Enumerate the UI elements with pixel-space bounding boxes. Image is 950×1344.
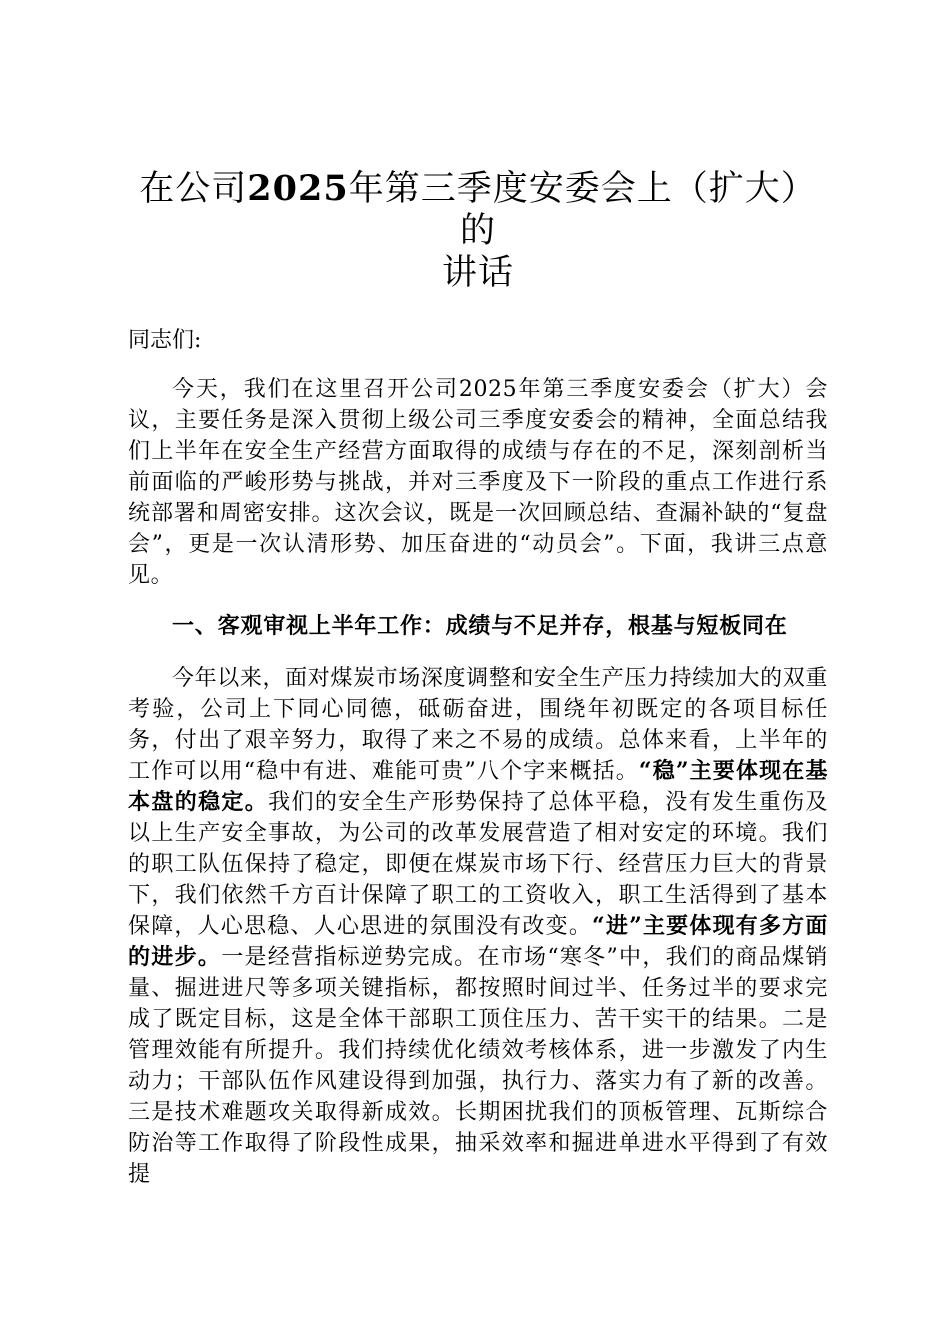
body-emphasis-2: “进”主要体现有多方面的进步。 [128, 913, 828, 970]
document-page [128, 168, 828, 1210]
title-prefix: 在公司 [139, 169, 248, 209]
greeting: 同志们: [128, 328, 202, 353]
title-suffix: 年第三季度安委会上（扩大）的 [348, 169, 817, 251]
body-emphasis-1: “稳”主要体现在基本盘的稳定。 [128, 758, 828, 815]
body-text-2: 我们的安全生产形势保持了总体平稳，没有发生重伤及以上生产安全事故，为公司的改革发展营造了相对安定的环境。我们的职工队伍保持了稳定，即便在煤炭市场下行、经营压力巨大的背景下，我们依然千方百计保障了职工的工资收入，职工生活得到了基本保障，人心思稳、人心思进的氛围没有改变。 [128, 790, 828, 939]
title-year: 2025 [247, 168, 349, 209]
body-text-1: 今年以来，面对煤炭市场深度调整和安全生产压力持续加大的双重考验，公司上下同心同德，砥砺奋进，围绕年初既定的各项目标任务，付出了艰辛努力，取得了来之不易的成绩。总体来看，上半年的工作可以用“稳中有进、难能可贵”八个字来概括。 [128, 666, 828, 784]
intro-paragraph: 今天，我们在这里召开公司2025年第三季度安委会（扩大）会议，主要任务是深入贯彻上级公司三季度安委会的精神，全面总结我们上半年在安全生产经营方面取得的成绩与存在的不足，深刻剖析当前面临的严峻形势与挑战，并对三季度及下一阶段的重点工作进行系统部署和周密安排。这次会议，既是一次回顾总结、查漏补缺的“复盘会”，更是一次认清形势、加压奋进的“动员会”。下面，我讲三点意见。 [128, 377, 828, 588]
body-text-3: 一是经营指标逆势完成。在市场“寒冬”中，我们的商品煤销量、掘进进尺等多项关键指标，都按照时间过半、任务过半的要求完成了既定目标，这是全体干部职工顶住压力、苦干实干的结果。二是管理效能有所提升。我们持续优化绩效考核体系，进一步激发了内生动力；干部队伍作风建设得到加强，执行力、落实力有了新的改善。三是技术难题攻关取得新成效。长期困扰我们的顶板管理、瓦斯综合防治等工作取得了阶段性成果，抽采效率和掘进单进水平得到了有效提 [128, 945, 828, 1187]
body-paragraph [128, 663, 828, 1190]
document-title [128, 168, 828, 294]
section-heading-1: 一、客观审视上半年工作：成绩与不足并存，根基与短板同在 [172, 613, 788, 639]
title-line2: 讲话 [441, 253, 514, 293]
